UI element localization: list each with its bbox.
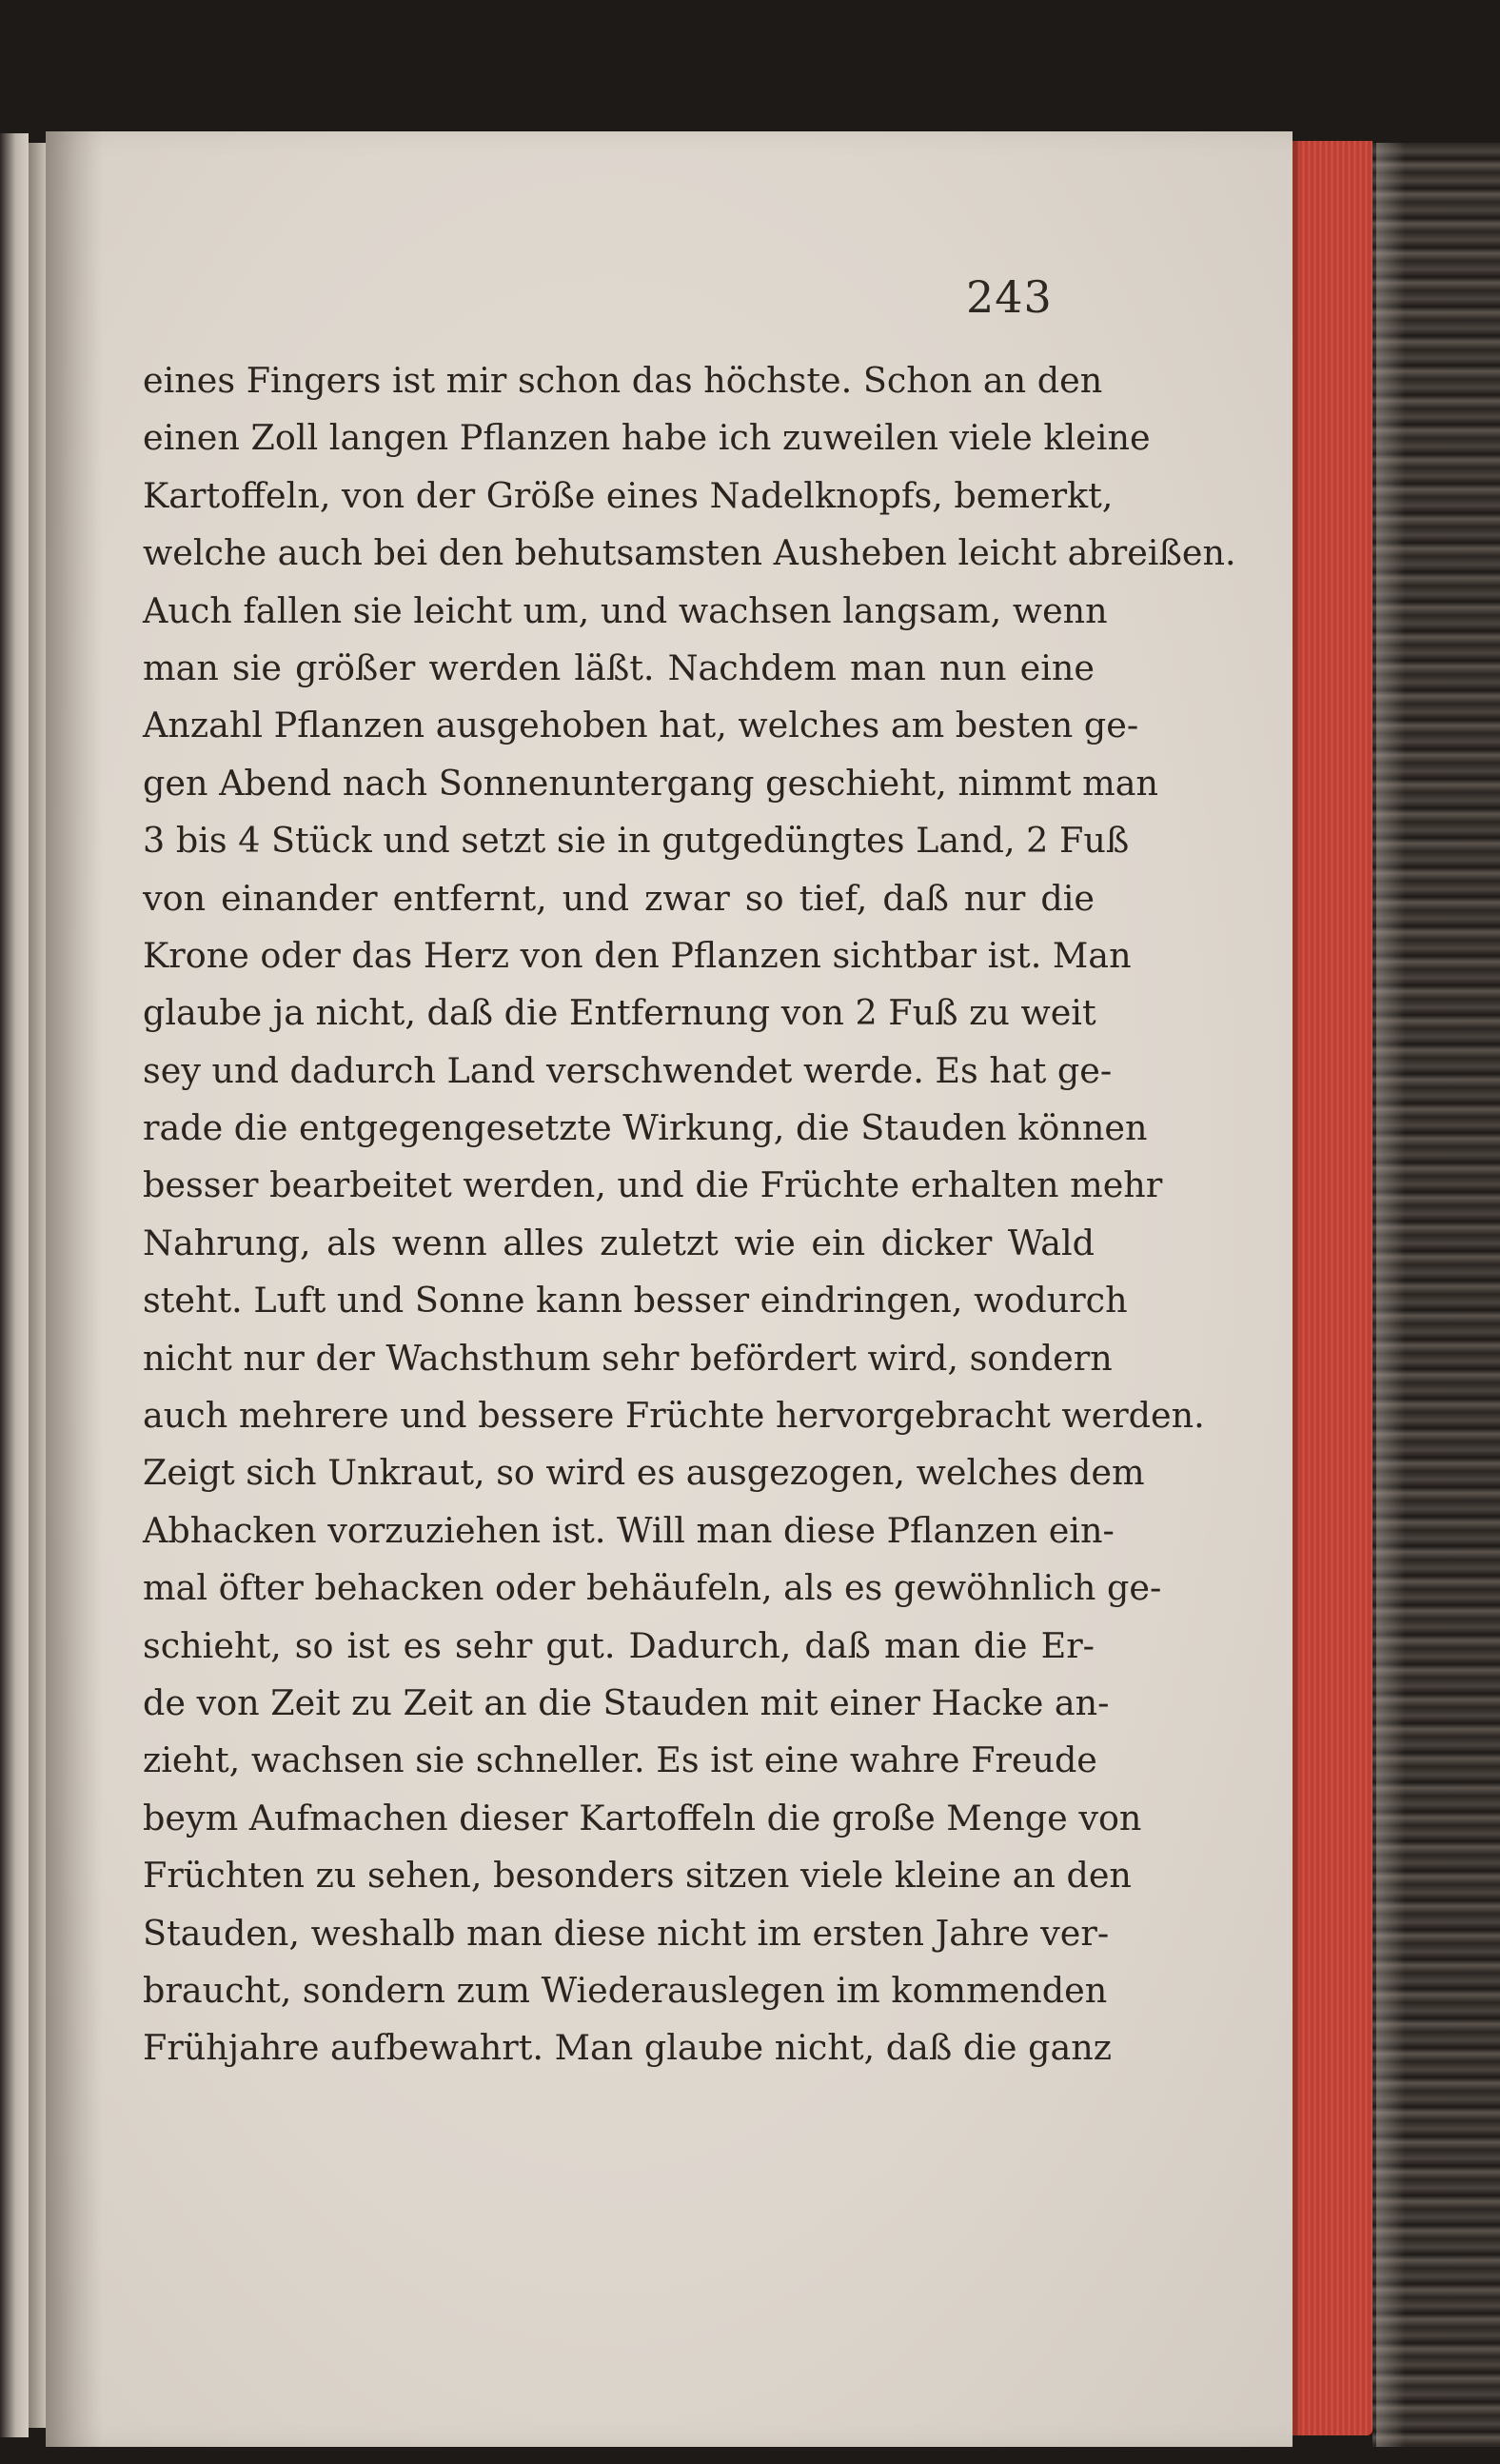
text-line: braucht, sondern zum Wiederauslegen im kommenden — [143, 1969, 1108, 2011]
text-line: glaube ja nicht, daß die Entfernung von 2 Fuß zu weit — [143, 992, 1096, 1034]
text-line: Früchten zu sehen, besonders sitzen viele kleine an den — [143, 1855, 1132, 1897]
facing-page-edge — [0, 133, 29, 2437]
text-line: Abhacken vorzuziehen ist. Will man diese Pflanzen ein- — [143, 1509, 1115, 1551]
text-line: 3 bis 4 Stück und setzt sie in gutgedüngtes Land, 2 Fuß — [143, 820, 1130, 862]
red-page-edges — [1287, 141, 1372, 2435]
text-line: auch mehrere und bessere Früchte hervorgebracht werden. — [143, 1395, 1205, 1437]
text-line: zieht, wachsen sie schneller. Es ist eine wahre Freude — [143, 1739, 1097, 1781]
text-line: mal öfter behacken oder behäufeln, als es gewöhnlich ge- — [143, 1567, 1162, 1609]
text-line: einen Zoll langen Pflanzen habe ich zuweilen viele kleine — [143, 417, 1151, 459]
text-line: steht. Luft und Sonne kann besser eindringen, wodurch — [143, 1280, 1128, 1321]
text-line: de von Zeit zu Zeit an die Stauden mit einer Hacke an- — [143, 1681, 1110, 1723]
text-line: welche auch bei den behutsamsten Ausheben leicht abreißen. — [143, 532, 1236, 574]
text-line: eines Fingers ist mir schon das höchste. Schon an den — [143, 360, 1103, 401]
text-line: sey und dadurch Land verschwendet werde. Es hat ge- — [143, 1049, 1113, 1091]
text-line: Frühjahre aufbewahrt. Man glaube nicht, daß die ganz — [143, 2027, 1112, 2069]
text-line: man sie größer werden läßt. Nachdem man nun eine — [143, 646, 1095, 688]
text-line: besser bearbeitet werden, und die Früchte erhalten mehr — [143, 1164, 1163, 1206]
page-number: 243 — [966, 271, 1053, 323]
text-line: rade die entgegengesetzte Wirkung, die Stauden können — [143, 1107, 1148, 1149]
spine-highlight — [1376, 143, 1405, 2447]
text-line: nicht nur der Wachsthum sehr befördert wird, sondern — [143, 1337, 1113, 1379]
text-line: Zeigt sich Unkraut, so wird es ausgezogen, welches dem — [143, 1452, 1145, 1494]
text-line: Kartoffeln, von der Größe eines Nadelknopfs, bemerkt, — [143, 474, 1114, 516]
text-line: Nahrung, als wenn alles zuletzt wie ein dicker Wald — [143, 1222, 1095, 1263]
text-line: schieht, so ist es sehr gut. Dadurch, daß man die Er- — [143, 1624, 1095, 1666]
page-gutter-shadow — [46, 131, 103, 2447]
text-line: Stauden, weshalb man diese nicht im ersten Jahre ver- — [143, 1912, 1110, 1954]
text-line: Anzahl Pflanzen ausgehoben hat, welches am besten ge- — [143, 705, 1139, 746]
text-line: Krone oder das Herz von den Pflanzen sichtbar ist. Man — [143, 934, 1132, 976]
text-line: von einander entfernt, und zwar so tief, daß nur die — [143, 877, 1095, 919]
text-line: beym Aufmachen dieser Kartoffeln die große Menge von — [143, 1797, 1142, 1838]
page-fold-edge — [29, 143, 46, 2428]
body-text — [143, 352, 1236, 2077]
text-line: Auch fallen sie leicht um, und wachsen langsam, wenn — [143, 589, 1108, 631]
text-line: gen Abend nach Sonnenuntergang geschieht, nimmt man — [143, 762, 1158, 804]
